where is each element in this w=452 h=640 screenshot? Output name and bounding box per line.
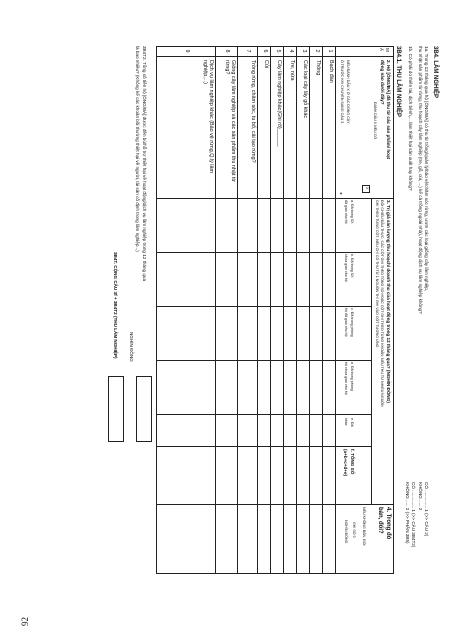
page-number: 92 xyxy=(20,617,30,626)
row-label-other-timber: Các loại cây lấy gỗ khác xyxy=(302,60,308,119)
question-1b: 1b. Có phải do thiên tai, dịch bệnh,... làm thiệt hại sản xuất hay không? xyxy=(408,46,413,191)
arrow-icon: ► xyxy=(339,192,343,196)
col-code-header: M Ã xyxy=(379,48,390,52)
section-title: 3B4. LÂM NGHIỆP xyxy=(432,46,438,99)
total-input[interactable] xyxy=(108,376,124,442)
col-f-header: f. TỔNG SỐ xyxy=(350,449,355,475)
col-b-header: b. Đã trong SX xyxy=(350,254,354,278)
row-number: 1 xyxy=(327,49,333,53)
col-q4-note2: GHI SỐ 0 xyxy=(352,522,356,538)
question-3b4t2-line1: 3B4T2. Tổng số tiền hộ [ÔNG/BÀ] được đền bù/hỗ trợ thiệt hại về hoạt động/dịch vụ lâm nghiệp trong 12 tháng qua xyxy=(142,46,147,282)
q1a-no-option: KHÔNG ..... 2 xyxy=(418,482,423,511)
compensation-unit: NGHÌN ĐỒNG xyxy=(129,332,134,362)
row-label-firewood: Củi xyxy=(263,60,269,69)
col-q2-skip-note: NẾU ĐÁNH DẤU X Ở CÁC DÒNG CÂY xyxy=(346,60,350,124)
q1b-no-option: KHÔNG ..... 2 (>> PHẦN 3B5) xyxy=(405,482,410,544)
col-e-header: e. Đã xyxy=(350,418,354,427)
row-number: 7 xyxy=(245,49,251,53)
col-q2-header-line1: 2. Hộ [ÔNG/BÀ] đã thu từ các sản phẩm/ hoạt xyxy=(386,60,391,160)
col-q3-note2: GHI THEO TỪNG CỘT, NẾU CHỈ CÓ THU TỪ 1 NGUỒN THÌ GHI VÀO CỘT TƯƠNG ỨNG xyxy=(375,200,379,348)
col-b-header2: chưa giao cho hộ xyxy=(344,254,348,282)
row-number: 4 xyxy=(288,49,294,53)
col-q4-unit: NGHÌN ĐỒNG xyxy=(344,520,348,544)
col-d-header: d. Đã trong phòng xyxy=(350,362,354,391)
compensation-input[interactable] xyxy=(136,376,152,442)
row-label-other-forestry: Cây lâm nghiệp khác(Ghi rõ)______ xyxy=(276,60,282,147)
mark-x-symbol: X xyxy=(365,187,369,190)
row-label-thong: Thông xyxy=(315,60,321,76)
q1a-yes-option: CÓ .............. 1 (>> CÂU 2) xyxy=(424,482,429,537)
row-number: 8 xyxy=(224,49,230,53)
row-number: 5 xyxy=(275,49,281,53)
col-q2-skip-note2: Ô TRƯỚC KHI CHUYỂN SANG CÂU 3 xyxy=(340,60,344,124)
question-3b4t2-line2: là bao nhiêu? (Không kể các khoản bồi thường thiệt hại về người, tài sản cố định trong lâm nghiệp...) xyxy=(135,46,140,252)
row-label-seedlings: Giống cây lâm nghiệp và các sản phẩm thu nhặt từ rừng? xyxy=(223,60,236,182)
question-1a-line2: thu nhặt sản phẩm từ rừng, thu hoạch cây lâm nghiệp (tre, gỗ, củi, ...) kể cả trồng ngoài nhà), hoạt động dịch vụ lâm nghiệp không? xyxy=(418,46,423,314)
col-q2-instruction: ĐÁNH DẤU X NẾU CÓ xyxy=(373,102,377,140)
col-a-header2: đã giao cho hộ xyxy=(344,200,348,224)
total-label: 3B4T. CỘNG CÂU 3f + 3B4T2 (THU LÂM NGHIỆP) xyxy=(113,252,118,359)
q1b-yes-option: CÓ .............. 1 (>> CÂU 3B4T2) xyxy=(411,482,416,548)
col-d-header2: hộ chưa giao cho hộ xyxy=(344,362,348,395)
row-label-bach-dan: Bạch đàn xyxy=(328,60,334,83)
col-a-header: a. Đã trong SX xyxy=(350,200,354,224)
col-c-header2: hộ đã giao cho hộ xyxy=(344,308,348,337)
col-c-header: c. Đã trong phòng xyxy=(350,308,354,337)
question-1a-line1: 1a. Trong 12 tháng qua hộ [ÔNG/BÀ] có thu từ trồng/quản lý/bảo vệ/chăm sóc rừng, ươm các loại giống cây lâm nghiệp, xyxy=(424,46,429,292)
col-q4-note: NẾU KHÔNG BÁN, ĐỔI xyxy=(362,507,366,546)
col-q4-header: 4. Trong đó xyxy=(385,507,391,540)
row-number: 2 xyxy=(314,49,320,53)
forestry-form xyxy=(60,42,440,576)
row-number: 6 xyxy=(262,49,268,53)
row-number: 9 xyxy=(184,49,190,53)
row-label-planting: Trồng rừng, chăm sóc, tu bổ, cải tạo rừng? xyxy=(250,60,256,163)
col-q2-header-line2: động nào dưới đây? xyxy=(380,60,385,105)
col-e-header2: khác xyxy=(344,418,348,426)
row-label-services: Dịch vụ lâm nghiệp khác (Bảo vệ rừng,Q.lý lâm nghiệp,...) xyxy=(201,60,214,173)
col-q3-note1: ĐỐI CHIẾU ĐẦU THỰC, CÁC CỘT GHI THEO TỔNG SỐ HOẶC CỘT GHI THEO TỪNG KHOẢN; NẾU THU TỪ NHIỀU NGUỒN xyxy=(380,200,384,407)
col-q3-header: 3. Trị giá sản lượng thu hoạch/ doanh thu của hoạt động trong 12 tháng qua? (NGHÌN ĐỒNG) xyxy=(386,200,391,403)
col-q4-header2: bán, đổi? xyxy=(377,507,383,534)
row-label-bamboo: Tre, nứa xyxy=(289,60,295,81)
table-title: 3B4.1. THU LÂM NGHIỆP xyxy=(395,46,401,118)
row-number: 3 xyxy=(301,49,307,53)
col-f-header2: (a+b+c+d+e) xyxy=(343,449,348,477)
